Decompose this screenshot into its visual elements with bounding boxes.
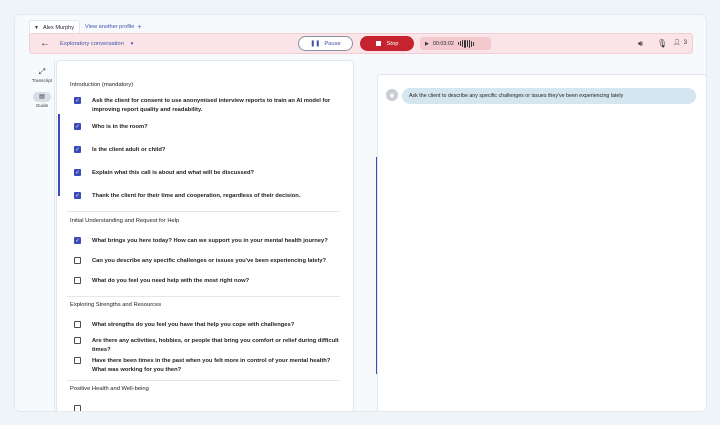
checkbox[interactable]: ✓ [75, 123, 80, 130]
checklist-item-text: Have there been times in the past when you felt more in control of your mental health? What was working for you then? [92, 358, 331, 373]
assistant-message-bubble [402, 88, 696, 104]
divider [67, 296, 340, 297]
checklist-item-text: What strengths do you feel you have that help you cope with challenges? [92, 322, 295, 328]
checkbox[interactable] [74, 405, 81, 412]
checklist-item[interactable] [74, 257, 344, 266]
rail-transcript-label: Transcript [31, 78, 53, 83]
checkbox[interactable] [74, 337, 81, 344]
checkbox[interactable]: ✓ [75, 237, 80, 244]
checkbox[interactable] [74, 277, 81, 284]
transcript-icon: ⤢ [38, 67, 46, 76]
stop-icon [376, 41, 381, 46]
participants-button[interactable] [673, 39, 687, 46]
stop-button[interactable] [360, 36, 414, 51]
view-another-profile-link[interactable]: View another profile [85, 24, 135, 30]
checkbox[interactable]: ✓ [75, 97, 80, 104]
play-icon[interactable]: ▶ [425, 40, 429, 47]
section-title: Initial Understanding and Request for Help [70, 218, 180, 224]
checklist-item[interactable] [74, 405, 344, 412]
checklist-item-text: Thank the client for their time and cooperation, regardless of their decision. [92, 193, 301, 199]
checklist-item[interactable] [74, 146, 344, 155]
checklist-item[interactable] [74, 237, 344, 246]
participants-count: 3 [683, 39, 687, 46]
checklist-item-text: Explain what this call is about and what will be discussed? [92, 170, 255, 176]
pause-icon: ❚❚ [310, 41, 321, 47]
avatar-icon: ◉ [386, 89, 398, 101]
mic-icon[interactable]: 🎙︎ [657, 39, 668, 48]
add-profile-icon[interactable]: + [137, 23, 142, 31]
checklist-item-text: Who is in the room? [92, 124, 148, 130]
checklist-item[interactable] [74, 321, 344, 330]
rail-item-guide[interactable] [29, 92, 55, 108]
chevron-down-icon: ▼ [129, 41, 135, 46]
assistant-message-text: Ask the client to describe any specific challenges or issues they've been experiencing lately [409, 93, 624, 99]
section-title: Exploring Strengths and Resources [70, 302, 162, 308]
checkbox[interactable]: ✓ [75, 192, 80, 199]
checklist-item[interactable] [74, 192, 344, 201]
conversation-type-select[interactable] [60, 41, 134, 47]
checklist-item[interactable] [74, 169, 344, 178]
back-arrow-icon[interactable]: ← [40, 38, 50, 49]
waveform-icon [458, 40, 475, 48]
audio-player[interactable] [420, 37, 491, 50]
divider [67, 380, 340, 381]
caret-down-icon[interactable]: ▼ [34, 24, 39, 31]
checkbox[interactable] [74, 257, 81, 264]
checkbox[interactable]: ✓ [75, 169, 80, 176]
checklist-item[interactable] [74, 357, 344, 374]
checklist-item-text: Is the client adult or child? [92, 147, 166, 153]
session-toolbar [29, 33, 693, 54]
profile-tab[interactable] [29, 20, 80, 34]
left-rail [29, 60, 55, 412]
conversation-type-label: Exploratory conversation [60, 40, 124, 47]
section-accent-bar [58, 114, 60, 196]
checklist-item-text: What do you feel you need help with the most right now? [92, 278, 250, 284]
elapsed-time: 00:03:02 [432, 40, 454, 47]
checklist-item[interactable] [74, 337, 344, 354]
section-title: Introduction (mandatory) [70, 82, 134, 88]
checklist-item[interactable] [74, 277, 344, 286]
checkbox[interactable] [74, 321, 81, 328]
checklist-item-text: Ask the client for consent to use anonymised interview reports to train an AI model for improving report quality and readability. [92, 98, 331, 113]
checkbox[interactable] [74, 357, 81, 364]
people-icon: 👤︎ [673, 40, 681, 46]
profile-name: Alex Murphy [42, 24, 75, 31]
checklist-item-text: What brings you here today? How can we support you in your mental health journey? [92, 238, 328, 244]
guide-icon: ▤ [33, 92, 51, 102]
pause-button[interactable] [298, 36, 353, 51]
guide-panel [56, 60, 354, 412]
checklist-item-text: Can you describe any specific challenges or issues you've been experiencing lately? [92, 258, 326, 264]
rail-item-transcript[interactable] [29, 67, 55, 83]
divider [67, 211, 340, 212]
rail-guide-label: Guide [35, 103, 49, 108]
transcript-panel [377, 74, 707, 412]
checkbox[interactable]: ✓ [75, 146, 80, 153]
app-frame [14, 14, 707, 412]
checklist-item[interactable] [74, 97, 344, 114]
checklist-item-text: Are there any activities, hobbies, or people that bring you comfort or relief during difficult times? [92, 338, 339, 353]
pause-label: Pause [324, 40, 341, 47]
speaker-icon[interactable]: 🔊︎ [638, 39, 644, 48]
stop-label: Stop [386, 40, 399, 47]
checklist-item[interactable] [74, 123, 344, 132]
section-title: Positive Health and Well-being [70, 386, 149, 392]
profile-bar [29, 20, 141, 34]
